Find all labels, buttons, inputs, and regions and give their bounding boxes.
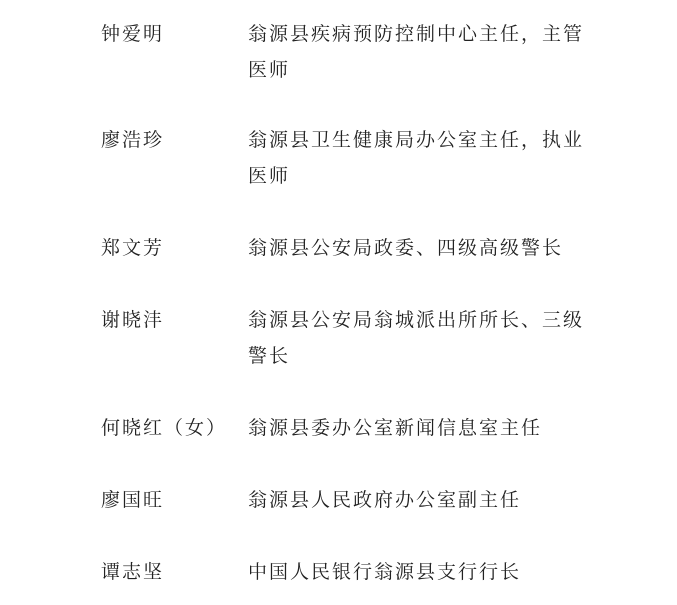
member-title-line: 翁源县委办公室新闻信息室主任 <box>248 417 543 439</box>
member-title-line: 警长 <box>248 345 291 367</box>
member-title-line: 翁源县公安局翁城派出所所长、三级 <box>248 309 585 331</box>
member-name: 何晓红（女） <box>101 417 228 439</box>
member-title-line: 翁源县公安局政委、四级高级警长 <box>248 237 564 259</box>
member-title <box>248 230 588 266</box>
member-name: 廖国旺 <box>101 489 165 511</box>
member-title-line: 翁源县疾病预防控制中心主任，主管 <box>248 23 585 45</box>
member-title <box>248 410 588 446</box>
member-title <box>248 122 588 194</box>
member-title-line: 医师 <box>248 165 291 187</box>
member-title <box>248 302 588 374</box>
member-name: 谢晓沣 <box>101 309 165 331</box>
member-title-line: 翁源县人民政府办公室副主任 <box>248 489 522 511</box>
member-title <box>248 554 588 590</box>
member-title <box>248 16 588 88</box>
member-title-line: 医师 <box>248 59 291 81</box>
member-name: 郑文芳 <box>101 237 165 259</box>
member-name: 谭志坚 <box>101 561 165 583</box>
member-title <box>248 482 588 518</box>
member-name: 钟爱明 <box>101 23 165 45</box>
member-title-line: 翁源县卫生健康局办公室主任，执业 <box>248 129 585 151</box>
member-title-line: 中国人民银行翁源县支行行长 <box>248 561 522 583</box>
member-name: 廖浩珍 <box>101 129 165 151</box>
